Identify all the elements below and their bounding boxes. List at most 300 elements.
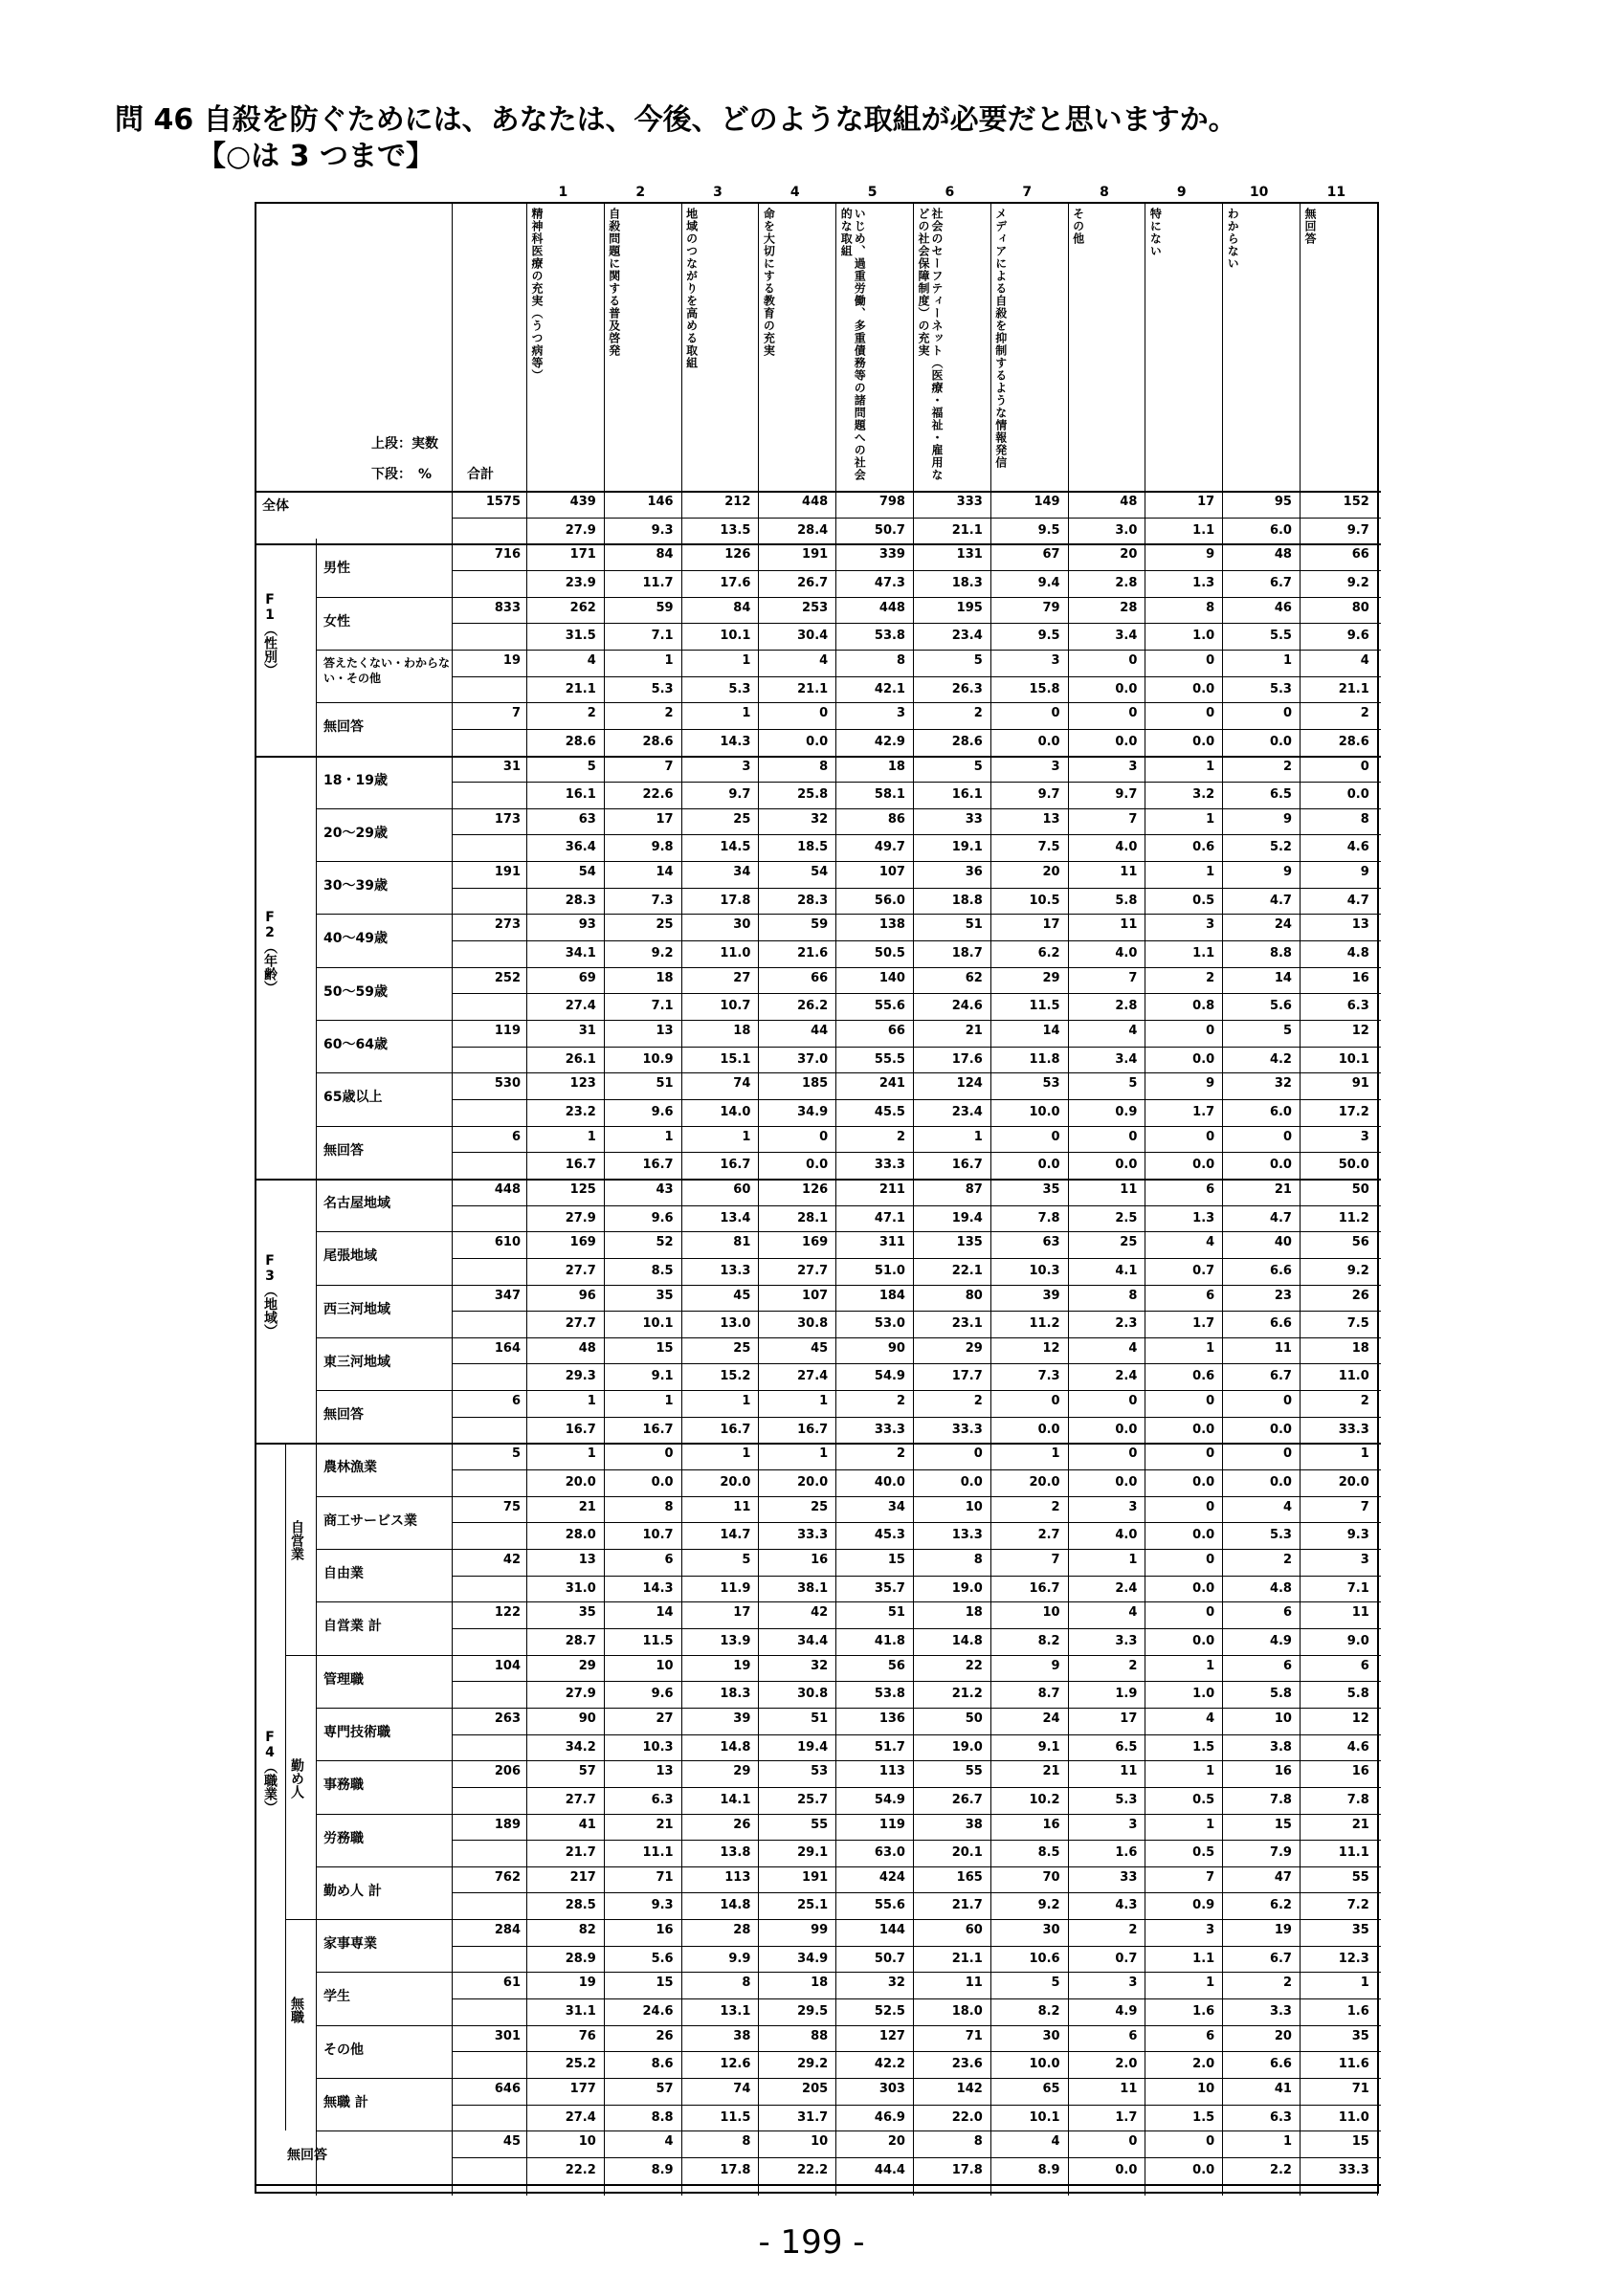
percent-cell: 21.1 xyxy=(951,522,983,538)
percent-cell: 25.1 xyxy=(797,1898,829,1913)
count-cell: 113 xyxy=(724,1869,751,1885)
percent-cell: 10.9 xyxy=(642,1051,674,1067)
count-cell: 152 xyxy=(1343,495,1369,509)
count-cell: 88 xyxy=(811,2028,829,2043)
percent-cell: 11.0 xyxy=(1338,2109,1369,2125)
count-cell: 5 xyxy=(742,1553,751,1567)
percent-cell: 56.0 xyxy=(874,893,905,908)
percent-cell: 6.3 xyxy=(1346,999,1369,1014)
percent-cell: 9.9 xyxy=(728,1951,751,1966)
percent-cell: 10.7 xyxy=(720,999,751,1014)
percent-cell: 4.7 xyxy=(1269,1210,1292,1225)
percent-cell: 1.0 xyxy=(1192,629,1215,644)
subgroup-end-divider xyxy=(285,1655,1381,1656)
count-cell: 84 xyxy=(656,547,674,563)
percent-cell: 6.2 xyxy=(1269,1898,1292,1913)
count-cell: 4 xyxy=(819,652,829,668)
count-cell: 59 xyxy=(811,917,829,933)
row-total: 7 xyxy=(511,706,521,721)
percent-cell: 28.0 xyxy=(565,1528,596,1543)
count-cell: 8 xyxy=(973,1553,983,1567)
count-cell: 3 xyxy=(1128,1499,1138,1514)
count-cell: 5 xyxy=(1128,1076,1138,1092)
count-cell: 8 xyxy=(1128,1288,1138,1303)
percent-cell: 0.0 xyxy=(1346,787,1369,803)
count-cell: 19 xyxy=(578,1976,596,1991)
count-cell: 1 xyxy=(587,1129,596,1144)
count-cell: 20 xyxy=(1042,865,1060,880)
percent-cell: 13.8 xyxy=(720,1845,751,1861)
percent-cell: 25.2 xyxy=(565,2057,596,2072)
percent-cell: 3.4 xyxy=(1115,629,1138,644)
count-cell: 0 xyxy=(1128,652,1138,668)
row-total: 119 xyxy=(494,1024,521,1038)
count-cell: 439 xyxy=(569,495,596,509)
count-cell: 1 xyxy=(664,652,674,668)
row-mid-divider xyxy=(452,2157,1381,2158)
row-total: 646 xyxy=(494,2082,521,2096)
count-cell: 1 xyxy=(1206,759,1215,774)
percent-cell: 20.0 xyxy=(1029,1475,1060,1490)
count-cell: 13 xyxy=(1351,917,1369,933)
percent-cell: 6.6 xyxy=(1269,2057,1292,2072)
count-cell: 11 xyxy=(1120,1764,1138,1779)
percent-cell: 2.5 xyxy=(1115,1210,1138,1225)
count-cell: 311 xyxy=(878,1235,905,1250)
count-cell: 21 xyxy=(1351,1817,1369,1832)
percent-cell: 17.8 xyxy=(720,2162,751,2177)
percent-cell: 3.2 xyxy=(1192,787,1215,803)
percent-cell: 11.5 xyxy=(720,2109,751,2125)
percent-cell: 28.4 xyxy=(797,522,829,538)
percent-cell: 9.7 xyxy=(728,787,751,803)
percent-cell: 10.3 xyxy=(642,1739,674,1755)
percent-cell: 12.6 xyxy=(720,2057,751,2072)
count-cell: 35 xyxy=(656,1288,674,1303)
count-cell: 15 xyxy=(656,1340,674,1356)
count-cell: 0 xyxy=(1206,1129,1215,1144)
count-cell: 0 xyxy=(1128,2134,1138,2150)
count-cell: 0 xyxy=(1206,652,1215,668)
count-cell: 169 xyxy=(569,1235,596,1250)
subgroup-label: 勤め人 xyxy=(289,1757,304,1799)
count-cell: 11 xyxy=(1120,1181,1138,1197)
percent-cell: 9.3 xyxy=(651,1898,674,1913)
row-divider xyxy=(316,861,1381,862)
row-divider xyxy=(316,1549,1381,1550)
percent-cell: 0.0 xyxy=(1192,1158,1215,1173)
count-cell: 32 xyxy=(811,1658,829,1673)
row-divider xyxy=(316,1337,1381,1338)
percent-cell: 0.0 xyxy=(1115,734,1138,749)
count-cell: 107 xyxy=(878,865,905,880)
count-cell: 18 xyxy=(656,970,674,985)
percent-cell: 50.7 xyxy=(874,522,905,538)
percent-cell: 18.5 xyxy=(797,840,829,855)
count-cell: 48 xyxy=(1120,495,1138,509)
percent-cell: 44.4 xyxy=(874,2162,905,2177)
percent-cell: 31.1 xyxy=(565,2004,596,2020)
percent-cell: 11.1 xyxy=(642,1845,674,1861)
count-cell: 241 xyxy=(878,1076,905,1092)
count-cell: 6 xyxy=(1206,1288,1215,1303)
count-cell: 25 xyxy=(811,1499,829,1514)
percent-cell: 14.0 xyxy=(720,1104,751,1119)
percent-cell: 23.2 xyxy=(565,1104,596,1119)
count-cell: 2 xyxy=(896,1129,905,1144)
percent-cell: 4.2 xyxy=(1269,1051,1292,1067)
percent-cell: 9.7 xyxy=(1037,787,1060,803)
percent-cell: 33.3 xyxy=(1338,1422,1369,1437)
percent-cell: 5.5 xyxy=(1269,629,1292,644)
count-cell: 84 xyxy=(733,600,751,615)
percent-cell: 5.3 xyxy=(651,681,674,696)
count-cell: 66 xyxy=(887,1024,905,1038)
count-cell: 25 xyxy=(1120,1235,1138,1250)
count-cell: 55 xyxy=(1351,1869,1369,1885)
row-mid-divider xyxy=(452,993,1381,994)
percent-cell: 15.1 xyxy=(720,1051,751,1067)
row-mid-divider xyxy=(452,834,1381,835)
row-mid-divider xyxy=(452,782,1381,783)
count-cell: 1 xyxy=(1128,1553,1138,1567)
count-cell: 45 xyxy=(733,1288,751,1303)
count-cell: 3 xyxy=(1128,1817,1138,1832)
percent-cell: 19.1 xyxy=(951,840,983,855)
count-cell: 51 xyxy=(965,917,983,933)
count-cell: 14 xyxy=(1042,1024,1060,1038)
column-label: 命を大切にする教育の充実 xyxy=(762,208,776,357)
percent-cell: 2.4 xyxy=(1115,1369,1138,1384)
count-cell: 4 xyxy=(1206,1711,1215,1726)
row-label: 65歳以上 xyxy=(323,1090,383,1106)
percent-cell: 50.0 xyxy=(1338,1158,1369,1173)
row-label: 20～29歳 xyxy=(323,825,388,841)
count-cell: 56 xyxy=(887,1658,905,1673)
count-cell: 20 xyxy=(887,2134,905,2150)
row-total: 716 xyxy=(494,547,521,563)
column-label: 地域のつながりを高める取組 xyxy=(684,208,699,369)
percent-cell: 19.4 xyxy=(951,1210,983,1225)
percent-cell: 33.3 xyxy=(1338,2162,1369,2177)
group-label: F1（性別） xyxy=(262,591,278,676)
count-cell: 1 xyxy=(587,1446,596,1462)
percent-cell: 34.2 xyxy=(565,1739,596,1755)
column-number: 4 xyxy=(789,185,800,200)
row-mid-divider xyxy=(452,1417,1381,1418)
percent-cell: 45.5 xyxy=(874,1104,905,1119)
count-cell: 34 xyxy=(733,865,751,880)
percent-cell: 28.6 xyxy=(1338,734,1369,749)
row-label: 60～64歳 xyxy=(323,1037,388,1052)
percent-cell: 16.7 xyxy=(565,1158,596,1173)
column-label: 精神科医療の充実（うつ病等） xyxy=(530,208,544,382)
count-cell: 7 xyxy=(1051,1553,1060,1567)
count-cell: 1 xyxy=(587,1394,596,1409)
percent-cell: 0.0 xyxy=(1269,734,1292,749)
percent-cell: 10.0 xyxy=(1029,2057,1060,2072)
count-cell: 44 xyxy=(811,1024,829,1038)
percent-cell: 2.4 xyxy=(1115,1580,1138,1596)
count-cell: 8 xyxy=(1360,811,1369,827)
count-cell: 41 xyxy=(578,1817,596,1832)
count-cell: 17 xyxy=(733,1605,751,1621)
percent-cell: 31.0 xyxy=(565,1580,596,1596)
count-cell: 45 xyxy=(811,1340,829,1356)
count-cell: 21 xyxy=(578,1499,596,1514)
percent-cell: 14.8 xyxy=(720,1898,751,1913)
count-cell: 184 xyxy=(878,1288,905,1303)
count-cell: 16 xyxy=(656,1923,674,1938)
count-cell: 1 xyxy=(742,706,751,721)
count-cell: 4 xyxy=(1128,1024,1138,1038)
count-cell: 0 xyxy=(1206,1024,1215,1038)
count-cell: 29 xyxy=(1042,970,1060,985)
percent-cell: 10.1 xyxy=(1029,2109,1060,2125)
count-cell: 63 xyxy=(1042,1235,1060,1250)
count-cell: 3 xyxy=(1128,1976,1138,1991)
percent-cell: 28.7 xyxy=(565,1633,596,1648)
count-cell: 1 xyxy=(1206,865,1215,880)
row-divider xyxy=(316,650,1381,651)
count-cell: 3 xyxy=(896,706,905,721)
column-label: いじめ、過重労働、多重債務等の諸問題への社会的な取組 xyxy=(839,208,867,481)
count-cell: 1 xyxy=(742,1446,751,1462)
column-number: 8 xyxy=(1100,185,1109,200)
percent-cell: 0.0 xyxy=(960,1475,983,1490)
row-total: 191 xyxy=(494,865,521,880)
percent-cell: 11.2 xyxy=(1029,1316,1060,1332)
count-cell: 10 xyxy=(1197,2082,1215,2096)
count-cell: 1 xyxy=(742,1129,751,1144)
count-cell: 2 xyxy=(1360,1394,1369,1409)
percent-cell: 0.0 xyxy=(1037,1158,1060,1173)
count-cell: 70 xyxy=(1042,1869,1060,1885)
count-cell: 1 xyxy=(742,652,751,668)
row-divider xyxy=(256,1443,1381,1445)
count-cell: 4 xyxy=(587,652,596,668)
percent-cell: 50.5 xyxy=(874,946,905,961)
row-total: 610 xyxy=(494,1235,521,1250)
row-total: 530 xyxy=(494,1076,521,1092)
group-label: F4（職業） xyxy=(262,1729,278,1814)
count-cell: 31 xyxy=(578,1024,596,1038)
count-cell: 0 xyxy=(1206,1553,1215,1567)
row-label: その他 xyxy=(323,2042,364,2058)
percent-cell: 13.0 xyxy=(720,1316,751,1332)
count-cell: 20 xyxy=(1274,2028,1292,2043)
group-label: F2（年齢） xyxy=(262,909,278,994)
count-cell: 90 xyxy=(578,1711,596,1726)
count-cell: 19 xyxy=(733,1658,751,1673)
percent-cell: 29.3 xyxy=(565,1369,596,1384)
percent-cell: 6.0 xyxy=(1269,1104,1292,1119)
percent-cell: 1.0 xyxy=(1192,1687,1215,1702)
percent-cell: 21.7 xyxy=(565,1845,596,1861)
percent-cell: 21.1 xyxy=(565,681,596,696)
percent-cell: 14.3 xyxy=(642,1580,674,1596)
percent-cell: 6.7 xyxy=(1269,575,1292,590)
percent-cell: 9.5 xyxy=(1037,522,1060,538)
percent-cell: 27.4 xyxy=(565,999,596,1014)
count-cell: 66 xyxy=(811,970,829,985)
percent-cell: 9.1 xyxy=(1037,1739,1060,1755)
count-cell: 212 xyxy=(724,495,751,509)
row-mid-divider xyxy=(452,1946,1381,1947)
row-mid-divider xyxy=(452,940,1381,941)
percent-cell: 5.6 xyxy=(651,1951,674,1966)
percent-cell: 58.1 xyxy=(874,787,905,803)
percent-cell: 4.8 xyxy=(1269,1580,1292,1596)
percent-cell: 22.6 xyxy=(642,787,674,803)
percent-cell: 4.6 xyxy=(1346,840,1369,855)
percent-cell: 24.6 xyxy=(951,999,983,1014)
count-cell: 41 xyxy=(1274,2082,1292,2096)
percent-cell: 21.7 xyxy=(951,1898,983,1913)
percent-cell: 18.7 xyxy=(951,946,983,961)
percent-cell: 7.9 xyxy=(1269,1845,1292,1861)
count-cell: 71 xyxy=(1351,2082,1369,2096)
percent-cell: 8.2 xyxy=(1037,1633,1060,1648)
percent-cell: 14.1 xyxy=(720,1792,751,1807)
count-cell: 119 xyxy=(878,1817,905,1832)
count-cell: 25 xyxy=(733,1340,751,1356)
count-cell: 9 xyxy=(1206,1076,1215,1092)
row-mid-divider xyxy=(452,2105,1381,2106)
row-label: 男性 xyxy=(323,561,350,577)
row-label: 無回答 xyxy=(323,1142,364,1159)
percent-cell: 8.9 xyxy=(1037,2162,1060,2177)
column-label: 自殺問題に関する普及啓発 xyxy=(607,208,621,357)
row-divider xyxy=(316,2025,1381,2026)
percent-cell: 26.7 xyxy=(951,1792,983,1807)
percent-cell: 11.9 xyxy=(720,1580,751,1596)
row-divider xyxy=(316,1072,1381,1073)
percent-cell: 8.8 xyxy=(1269,946,1292,961)
count-cell: 0 xyxy=(819,1129,829,1144)
percent-cell: 3.4 xyxy=(1115,1051,1138,1067)
count-cell: 17 xyxy=(1042,917,1060,933)
percent-cell: 17.8 xyxy=(951,2162,983,2177)
percent-cell: 63.0 xyxy=(874,1845,905,1861)
percent-cell: 1.9 xyxy=(1115,1687,1138,1702)
count-cell: 32 xyxy=(1274,1076,1292,1092)
count-cell: 15 xyxy=(1274,1817,1292,1832)
header-total-label: 合計 xyxy=(467,467,494,482)
percent-cell: 0.0 xyxy=(1192,2162,1215,2177)
percent-cell: 11.6 xyxy=(1338,2057,1369,2072)
percent-cell: 7.3 xyxy=(1037,1369,1060,1384)
count-cell: 205 xyxy=(802,2082,829,2096)
count-cell: 4 xyxy=(1282,1499,1292,1514)
row-label: 18・19歳 xyxy=(323,772,388,788)
count-cell: 0 xyxy=(664,1446,674,1462)
count-cell: 93 xyxy=(578,917,596,933)
count-cell: 0 xyxy=(1128,1394,1138,1409)
percent-cell: 9.3 xyxy=(651,522,674,538)
subgroup-divider xyxy=(285,1443,286,2130)
percent-cell: 18.8 xyxy=(951,893,983,908)
count-cell: 2 xyxy=(587,706,596,721)
row-divider xyxy=(316,1760,1381,1761)
percent-cell: 20.0 xyxy=(797,1475,829,1490)
row-mid-divider xyxy=(452,623,1381,624)
percent-cell: 5.6 xyxy=(1269,999,1292,1014)
count-cell: 65 xyxy=(1042,2082,1060,2096)
percent-cell: 9.3 xyxy=(1346,1528,1369,1543)
count-cell: 80 xyxy=(965,1288,983,1303)
count-cell: 16 xyxy=(1042,1817,1060,1832)
percent-cell: 9.2 xyxy=(1037,1898,1060,1913)
percent-cell: 7.1 xyxy=(1346,1580,1369,1596)
percent-cell: 7.2 xyxy=(1346,1898,1369,1913)
percent-cell: 42.2 xyxy=(874,2057,905,2072)
count-cell: 4 xyxy=(1360,652,1369,668)
count-cell: 20 xyxy=(1120,547,1138,563)
percent-cell: 10.3 xyxy=(1029,1263,1060,1278)
count-cell: 135 xyxy=(956,1235,983,1250)
percent-cell: 4.9 xyxy=(1269,1633,1292,1648)
count-cell: 74 xyxy=(733,1076,751,1092)
percent-cell: 0.0 xyxy=(1269,1158,1292,1173)
count-cell: 53 xyxy=(1042,1076,1060,1092)
percent-cell: 4.0 xyxy=(1115,840,1138,855)
count-cell: 448 xyxy=(878,600,905,615)
count-cell: 38 xyxy=(733,2028,751,2043)
percent-cell: 11.5 xyxy=(642,1633,674,1648)
percent-cell: 7.8 xyxy=(1269,1792,1292,1807)
count-cell: 28 xyxy=(733,1923,751,1938)
percent-cell: 27.7 xyxy=(797,1263,829,1278)
count-cell: 10 xyxy=(1042,1605,1060,1621)
count-cell: 43 xyxy=(656,1181,674,1197)
percent-cell: 8.5 xyxy=(651,1263,674,1278)
row-total: 45 xyxy=(502,2134,521,2150)
percent-cell: 11.7 xyxy=(642,575,674,590)
count-cell: 16 xyxy=(1351,1764,1369,1779)
count-cell: 11 xyxy=(1351,1605,1369,1621)
percent-cell: 9.2 xyxy=(651,946,674,961)
percent-cell: 20.0 xyxy=(720,1475,751,1490)
row-mid-divider xyxy=(452,1522,1381,1523)
percent-cell: 1.7 xyxy=(1115,2109,1138,2125)
count-cell: 0 xyxy=(819,706,829,721)
count-cell: 3 xyxy=(1360,1129,1369,1144)
count-cell: 2 xyxy=(1206,970,1215,985)
percent-cell: 27.9 xyxy=(565,522,596,538)
percent-cell: 16.1 xyxy=(951,787,983,803)
count-cell: 16 xyxy=(1351,970,1369,985)
count-cell: 0 xyxy=(1206,1446,1215,1462)
row-divider xyxy=(316,1866,1381,1867)
row-divider xyxy=(316,808,1381,809)
percent-cell: 14.7 xyxy=(720,1528,751,1543)
percent-cell: 10.2 xyxy=(1029,1792,1060,1807)
percent-cell: 9.6 xyxy=(1346,629,1369,644)
row-total: 448 xyxy=(494,1181,521,1197)
count-cell: 1 xyxy=(1360,1446,1369,1462)
percent-cell: 16.7 xyxy=(797,1422,829,1437)
count-cell: 21 xyxy=(1042,1764,1060,1779)
percent-cell: 27.7 xyxy=(565,1263,596,1278)
count-cell: 39 xyxy=(1042,1288,1060,1303)
count-cell: 29 xyxy=(733,1764,751,1779)
count-cell: 55 xyxy=(965,1764,983,1779)
count-cell: 2 xyxy=(664,706,674,721)
percent-cell: 0.0 xyxy=(1115,1475,1138,1490)
count-cell: 56 xyxy=(1351,1235,1369,1250)
row-mid-divider xyxy=(452,888,1381,889)
